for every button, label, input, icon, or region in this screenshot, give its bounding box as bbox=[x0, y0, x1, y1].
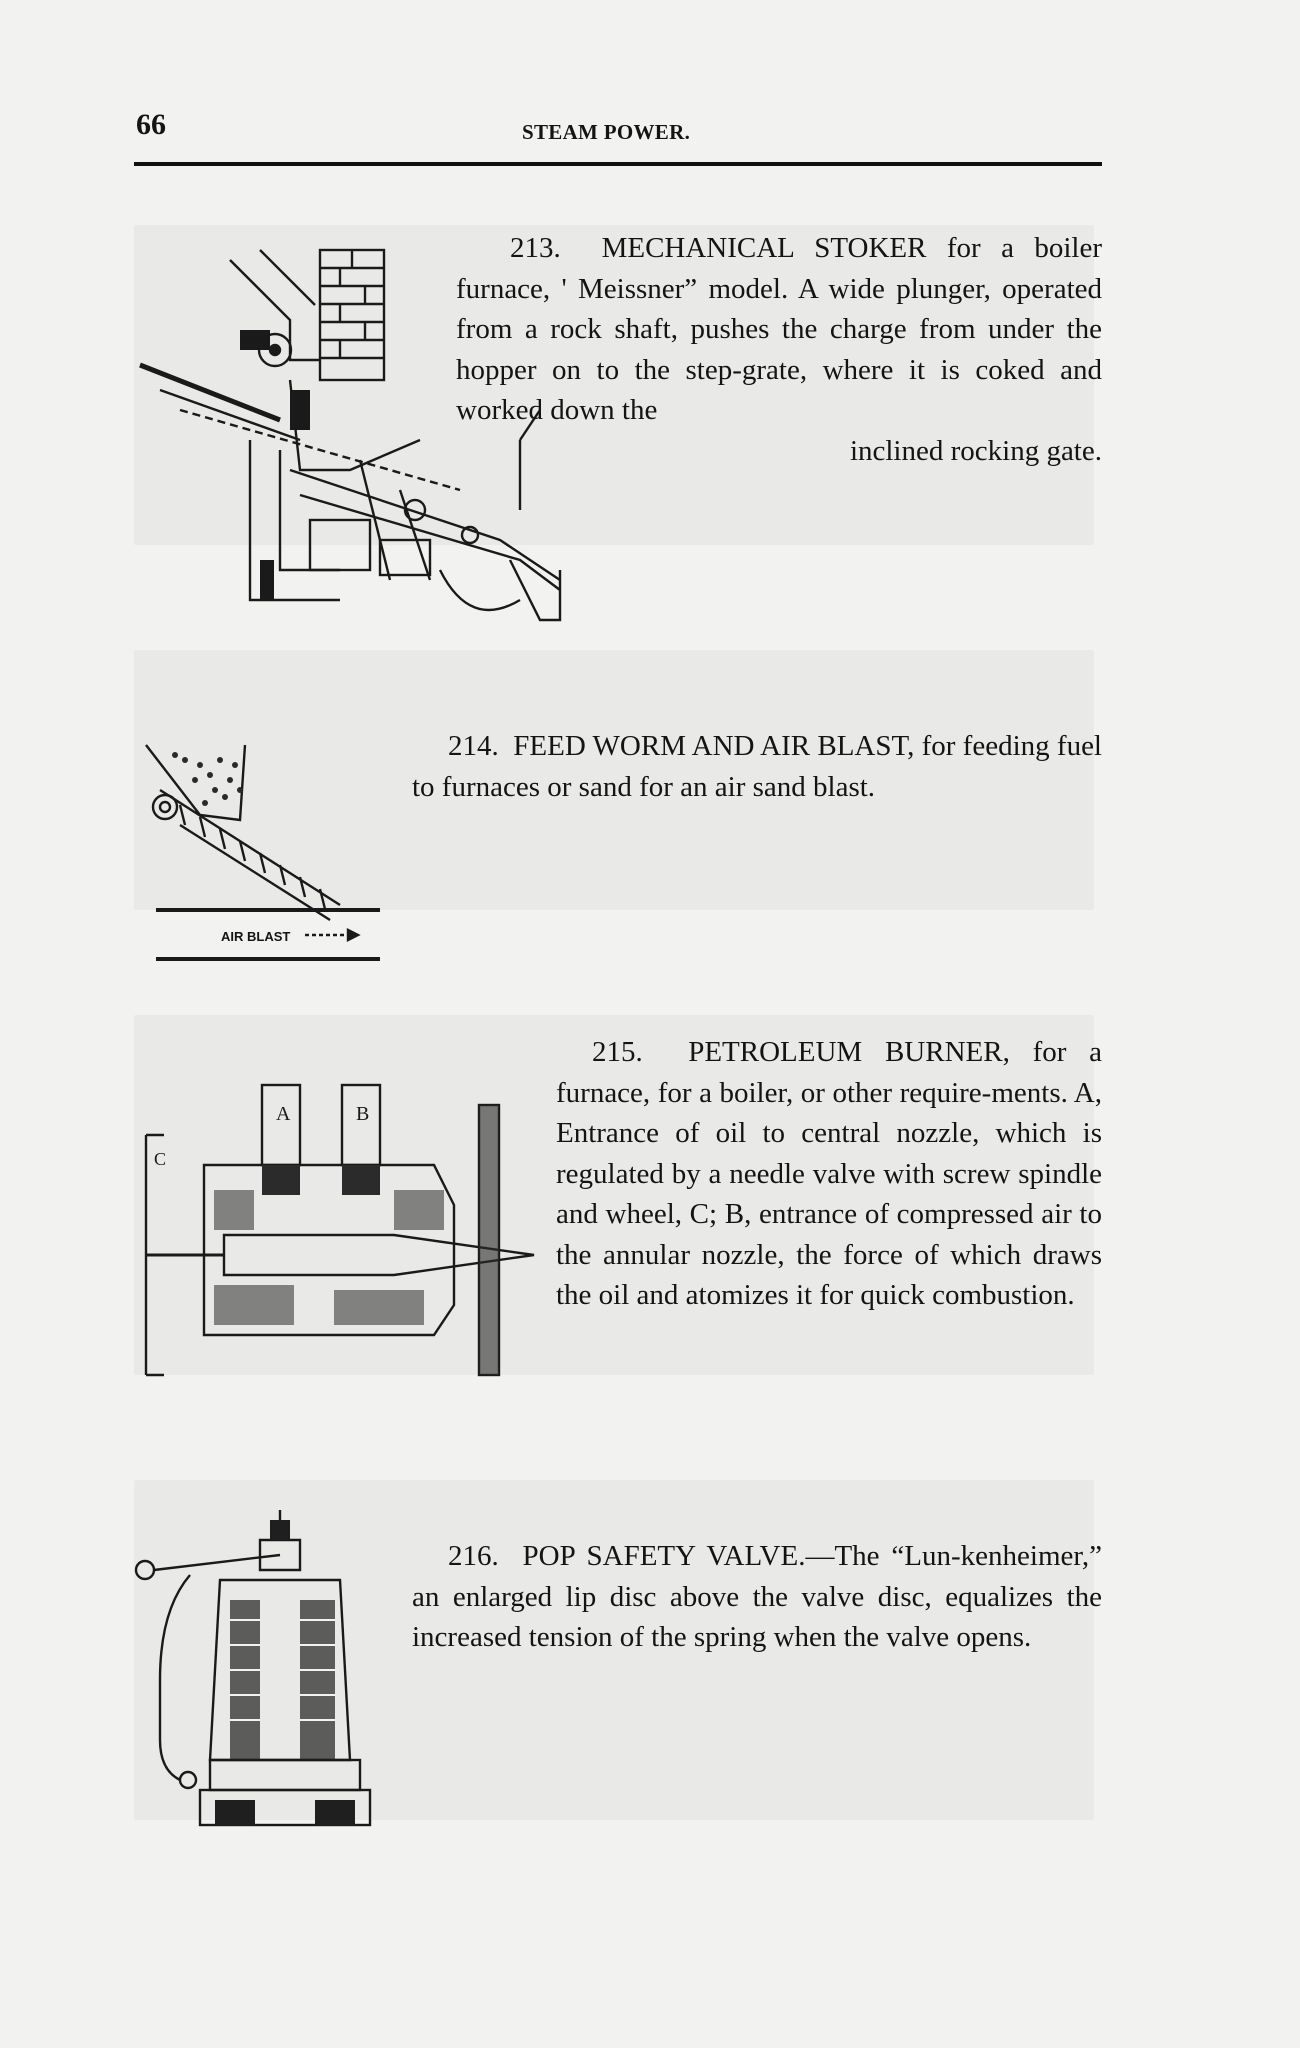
entry-214-number: 214. bbox=[448, 730, 499, 762]
entry-216-number: 216. bbox=[448, 1540, 499, 1572]
burner-label-b: B bbox=[356, 1103, 370, 1125]
entry-214 bbox=[412, 726, 1102, 807]
pop-safety-valve-illustration bbox=[130, 1500, 360, 1840]
mechanical-stoker-illustration bbox=[140, 240, 710, 620]
entry-213-last-line: inclined rocking gate. bbox=[849, 434, 1102, 467]
page-number: 66 bbox=[136, 108, 166, 141]
running-title: STEAM POWER. bbox=[522, 120, 691, 144]
entry-216 bbox=[412, 1536, 1102, 1658]
burner-label-c: C bbox=[154, 1149, 167, 1169]
entry-214-text: FEED WORM AND AIR BLAST, for feeding fuel to furnaces or sand for an air sand blast. bbox=[412, 730, 1102, 803]
header-rule bbox=[134, 162, 1102, 166]
entry-213-number: 213. bbox=[510, 232, 561, 264]
petroleum-burner-illustration bbox=[134, 1085, 544, 1385]
entry-213-text: MECHANICAL STOKER for a boiler furnace, ' Meissner” model. A wide plunger, operated from a rock shaft, pushes the charge from under the hopper on to the step-grate, where it is coked and worked down the bbox=[456, 232, 1103, 426]
entry-216-text: POP SAFETY VALVE.—The “Lun-kenheimer,” an enlarged lip disc above the valve disc, equalizes the increased tension of the spring when the valve opens. bbox=[412, 1540, 1102, 1653]
entry-215-number: 215. bbox=[592, 1036, 643, 1068]
burner-label-a: A bbox=[276, 1103, 291, 1125]
entry-215-text: PETROLEUM BURNER, for a furnace, for a boiler, or other require-ments. A, Entrance of oil to central nozzle, which is regulated by a needle valve with screw spindle and wheel, C; B, entrance of compressed air to the annular nozzle, the force of which draws the oil and atomizes it for quick combustion. bbox=[556, 1036, 1102, 1311]
air-blast-label: AIR BLAST bbox=[221, 929, 291, 944]
entry-215 bbox=[556, 1032, 1102, 1316]
